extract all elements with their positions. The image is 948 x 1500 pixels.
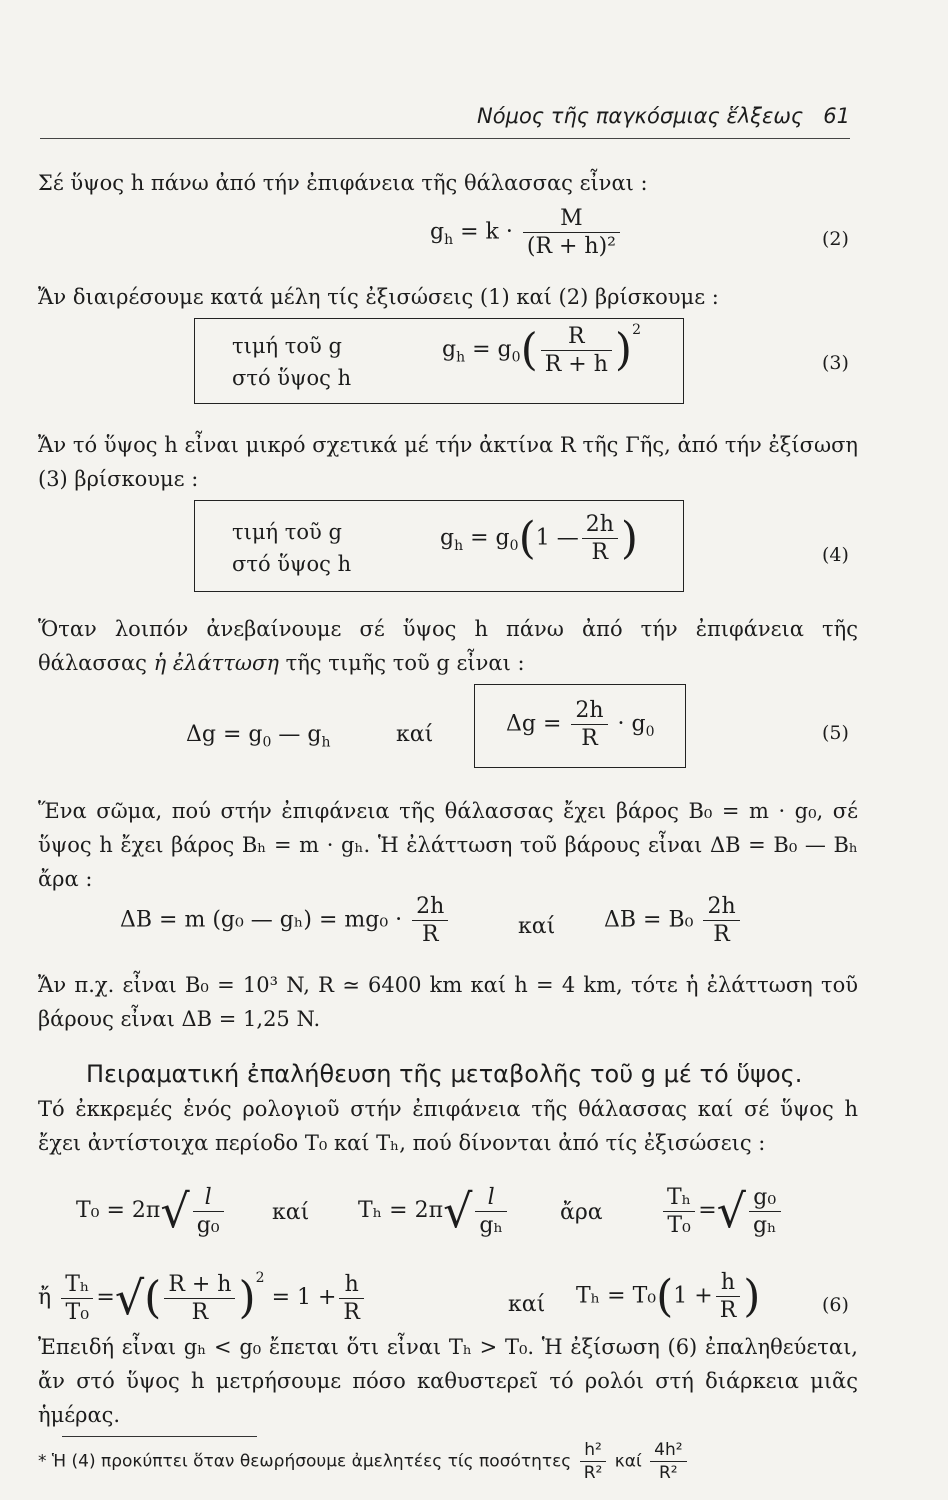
fraction: $\frac{l}{\text{gₕ}}$ [475,1185,507,1238]
fraction: $\frac{\text{Tₕ}}{\text{T₀}}$ [663,1185,695,1238]
header-rule [40,138,850,139]
fraction: $\frac{2h}{R}$ [571,698,607,751]
kai-7: καί [272,1200,310,1225]
paragraph-2: Ἄν διαιρέσουμε κατά μέλη τίς ἐξισώσεις (1) καί (2) βρίσκουμε : [38,285,719,309]
equation-5-right: Δg = $\frac{2h}{R}$ · $g_0$ [506,698,655,751]
equation-periods: T₀ = 2π√ $\frac{l}{\text{g₀}}$ [76,1184,227,1238]
paragraph-7: Τό ἐκκρεμές ἑνός ρολογιοῦ στήν ἐπιφάνεια τῆς θάλασσας καί σέ ὕψος h ἔχει ἀντίστοιχα περίοδο T₀ καί Tₕ, πού δίνονται ἀπό τίς ἐξισώσεις : [38,1097,858,1155]
equation-number-2: (2) [822,228,849,250]
eq4-label-line2: στό ὕψος h [232,552,352,576]
sqrt-symbol: √ [160,1184,190,1238]
fraction: $\frac{\text{Tₕ}}{\text{T₀}}$ [61,1272,93,1325]
fraction: $\frac{\text{g₀}}{\text{gₕ}}$ [749,1185,781,1238]
kai-8: καί [508,1292,546,1317]
equation-2: $g_h = k$ · $\frac{M}{\text{(R + h)²}}$ [430,206,623,259]
equation-ratio: $\frac{\text{Tₕ}}{\text{T₀}}$ =√ $\frac{\text{g₀}}{\text{gₕ}}$ [660,1184,784,1238]
paragraph-5: Ἕνα σῶμα, πού στήν ἐπιφάνεια τῆς θάλασσας ἔχει βάρος B₀ = m · g₀, σέ ὕψος h ἔχει βάρος Bₕ = m · gₕ. Ἡ ἐλάττωση τοῦ βάρους εἶναι ΔB = B₀ — Bₕ ἄρα : [38,799,858,891]
equation-number-4: (4) [822,544,849,566]
equation-weight-loss-right: ΔB = B₀ $\frac{2h}{R}$ [604,894,743,947]
paragraph-6: Ἄν π.χ. εἶναι B₀ = 10³ N, R ≃ 6400 km καί h = 4 km, τότε ἡ ἐλάττωση τοῦ βάρους εἶναι ΔB = 1,25 N. [38,973,858,1031]
fraction: $\frac{R}{R + h}$ [541,324,612,377]
fraction: $\frac{2h}{R}$ [703,894,739,947]
equation-number-3: (3) [822,352,849,374]
equation-5-left: $\Delta g = g_0$ — $g_h$ [186,722,331,751]
sqrt-symbol: √ [443,1184,473,1238]
fraction: $\frac{\text{h²}}{\text{R²}}$ [580,1440,607,1483]
page-number: 61 [823,104,850,128]
equation-3: $g_h = g_0$( $\frac{R}{R + h}$ )$^2$ [442,322,641,377]
kai-6: καί [518,914,556,939]
header-title: Νόμος τῆς παγκόσμιας ἕλξεως [477,104,804,128]
equation-6: ἤ $\frac{\text{Tₕ}}{\text{T₀}}$ =√( $\frac{R + h}{R}$ )$^2$ = 1 + $\frac{h}{R}$ [38,1270,367,1325]
fraction: $\frac{M}{\text{(R + h)²}}$ [523,206,620,259]
emphasis: ἡ ἐλάττωση [153,651,279,675]
equation-period-h: Tₕ = 2π√ $\frac{l}{\text{gₕ}}$ [358,1184,510,1238]
eq3-label-line2: στό ὕψος h [232,366,352,390]
paragraph-8: Ἐπειδή εἶναι gₕ < g₀ ἔπεται ὅτι εἶναι Tₕ > T₀. Ἡ ἐξίσωση (6) ἐπαληθεύεται, ἄν στό ὕψος h μετρήσουμε πόσο καθυστερεῖ τό ρολόι στή διάρκεια μιᾶς ἡμέρας. [38,1335,858,1427]
sqrt-symbol: √ [114,1271,145,1325]
ara-word: ἄρα [560,1200,603,1225]
sqrt-symbol: √ [716,1184,746,1238]
fraction: $\frac{l}{\text{g₀}}$ [193,1185,224,1238]
fraction: $\frac{R + h}{R}$ [164,1272,235,1325]
eq3-label-line1: τιμή τοῦ g [232,334,342,358]
paragraph-1: Σέ ὕψος h πάνω ἀπό τήν ἐπιφάνεια τῆς θάλασσας εἶναι : [38,171,648,195]
fraction: $\frac{2h}{R}$ [412,894,448,947]
kai-5: καί [396,722,434,747]
section-heading: Πειραματική ἐπαλήθευση τῆς μεταβολῆς τοῦ g μέ τό ὕψος. [86,1060,803,1088]
fraction: $\frac{h}{R}$ [716,1270,741,1323]
equation-weight-loss: ΔB = m (g₀ — gₕ) = mg₀ · $\frac{2h}{R}$ [120,894,451,947]
fraction: $\frac{2h}{R}$ [582,512,618,565]
equation-4: $g_h = g_0(1$ — $\frac{2h}{R}$ ) [440,512,639,565]
equation-6-right: Tₕ = T₀(1 + $\frac{h}{R}$ ) [576,1270,761,1323]
fraction: $\frac{\text{4h²}}{\text{R²}}$ [650,1440,686,1483]
footnote-rule [62,1436,257,1437]
paragraph-4: Ὅταν λοιπόν ἀνεβαίνουμε σέ ὕψος h πάνω ἀπό τήν ἐπιφάνεια τῆς θάλασσας ἡ ἐλάττωση τῆς τιμῆς τοῦ g εἶναι : [38,617,858,675]
equation-number-6: (6) [822,1294,849,1316]
paragraph-3: Ἄν τό ὕψος h εἶναι μικρό σχετικά μέ τήν ἀκτίνα R τῆς Γῆς, ἀπό τήν ἐξίσωση (3) βρίσκουμε : [38,433,858,491]
running-header [477,104,850,128]
eq4-label-line1: τιμή τοῦ g [232,520,342,544]
footnote: * Ἡ (4) προκύπτει ὅταν θεωρήσουμε ἀμελητέες τίς ποσότητες $\frac{\text{h²}}{\text{R²}}$ καί $\frac{\text{4h²}}{\text{R²}}$ [38,1440,690,1483]
fraction: $\frac{h}{R}$ [339,1272,364,1325]
equation-number-5: (5) [822,722,849,744]
